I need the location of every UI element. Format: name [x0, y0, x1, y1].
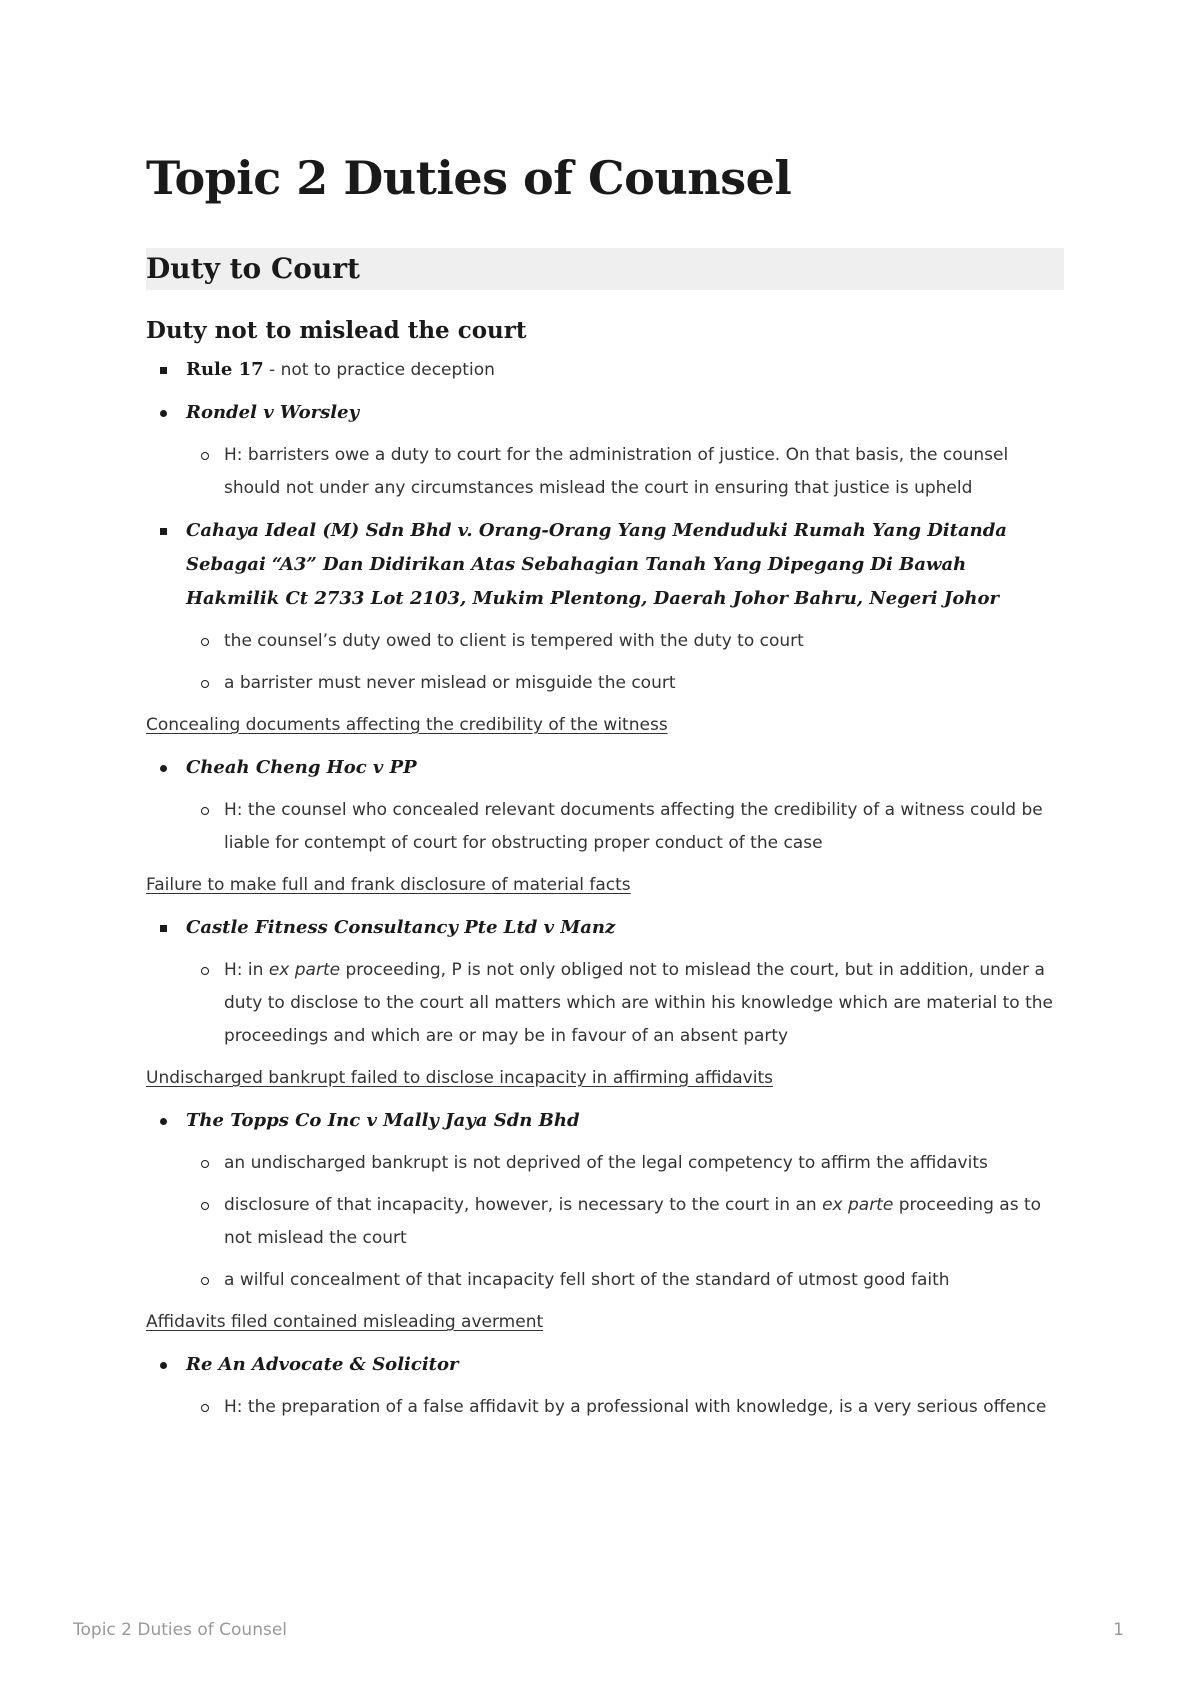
list-subitem-rondel-holding — [146, 439, 1064, 505]
holding-text — [224, 960, 1053, 1046]
list-item-cahaya — [146, 514, 1064, 616]
holding-text: H: the preparation of a false affidavit by a professional with knowledge, is a very serious offence — [224, 1397, 1047, 1417]
square-bullet-icon — [160, 528, 167, 535]
circle-bullet-icon — [201, 807, 209, 815]
document-title: Topic 2 Duties of Counsel — [146, 151, 792, 205]
point-text: the counsel’s duty owed to client is tempered with the duty to court — [224, 631, 804, 651]
list-item-rule17 — [146, 353, 1064, 387]
subheading-concealing-documents: Concealing documents affecting the credibility of the witness — [146, 715, 668, 735]
holding-text: H: the counsel who concealed relevant documents affecting the credibility of a witness could be liable for contempt of court for obstructing proper conduct of the case — [224, 800, 1043, 853]
document-page — [146, 150, 1064, 1424]
case-name: Castle Fitness Consultancy Pte Ltd v Manz — [186, 917, 616, 938]
circle-bullet-icon — [201, 967, 209, 975]
footer-title: Topic 2 Duties of Counsel — [73, 1620, 288, 1640]
circle-bullet-icon — [201, 1202, 209, 1210]
list-subitem-topps-2 — [146, 1189, 1064, 1255]
rule-label: Rule 17 — [186, 359, 264, 380]
case-name: Cahaya Ideal (M) Sdn Bhd v. Orang-Orang Yang Menduduki Rumah Yang Ditanda Sebagai “A3” Dan Didirikan Atas Sebahagian Tanah Yang Dipegang Di Bawah Hakmilik Ct 2733 Lot 2103, Mukim Plentong, Daerah Johor Bahru, Negeri Johor — [186, 520, 1007, 609]
list-item-cheah — [146, 751, 1064, 785]
list-subitem-topps-3 — [146, 1264, 1064, 1297]
holding-text: H: barristers owe a duty to court for the administration of justice. On that basis, the counsel should not under any circumstances mislead the court in ensuring that justice is upheld — [224, 445, 1009, 498]
list-subitem-topps-1 — [146, 1147, 1064, 1180]
circle-bullet-icon — [201, 680, 209, 688]
point-text: an undischarged bankrupt is not deprived of the legal competency to affirm the affidavits — [224, 1153, 988, 1173]
list-subitem-cheah-holding — [146, 794, 1064, 860]
square-bullet-icon — [160, 367, 167, 374]
circle-bullet-icon — [201, 1160, 209, 1168]
list-item-advocate — [146, 1348, 1064, 1382]
list-item-topps — [146, 1104, 1064, 1138]
case-list — [146, 353, 1064, 1424]
circle-bullet-icon — [201, 452, 209, 460]
subheading-affidavits-misleading: Affidavits filed contained misleading averment — [146, 1312, 544, 1332]
point-text — [224, 1195, 1041, 1248]
disc-bullet-icon — [160, 765, 167, 772]
list-item-castle — [146, 911, 1064, 945]
case-name: Rondel v Worsley — [186, 402, 360, 423]
subsection-heading-duty-not-to-mislead: Duty not to mislead the court — [146, 317, 527, 344]
holding-text-a: H: in — [224, 960, 269, 980]
disc-bullet-icon — [160, 1118, 167, 1125]
circle-bullet-icon — [201, 1277, 209, 1285]
case-name: Cheah Cheng Hoc v PP — [186, 757, 417, 778]
subheading-undischarged-bankrupt: Undischarged bankrupt failed to disclose incapacity in affirming affidavits — [146, 1068, 773, 1088]
list-subitem-castle-holding — [146, 954, 1064, 1053]
subheading-failure-disclosure: Failure to make full and frank disclosure of material facts — [146, 875, 631, 895]
list-subitem-advocate-holding — [146, 1391, 1064, 1424]
disc-bullet-icon — [160, 1362, 167, 1369]
case-name: The Topps Co Inc v Mally Jaya Sdn Bhd — [186, 1110, 580, 1131]
rule-text: - not to practice deception — [263, 360, 495, 380]
list-subitem-cahaya-2 — [146, 667, 1064, 700]
point-text-b: proceeding as to not mislead the court — [224, 1195, 1042, 1248]
point-text-italic: ex parte — [822, 1195, 894, 1215]
list-item-rondel — [146, 396, 1064, 430]
square-bullet-icon — [160, 925, 167, 932]
disc-bullet-icon — [160, 410, 167, 417]
circle-bullet-icon — [201, 638, 209, 646]
list-subitem-cahaya-1 — [146, 625, 1064, 658]
section-heading-duty-to-court: Duty to Court — [146, 248, 1064, 290]
holding-text-b: proceeding, P is not only obliged not to mislead the court, but in addition, under a duty to disclose to the court all matters which are within his knowledge which are material to the proceedings and which are or may be in favour of an absent party — [224, 960, 1054, 1046]
circle-bullet-icon — [201, 1404, 209, 1412]
case-name: Re An Advocate & Solicitor — [186, 1354, 459, 1375]
holding-text-italic: ex parte — [268, 960, 341, 980]
footer-page-number: 1 — [1113, 1620, 1124, 1640]
point-text: a wilful concealment of that incapacity fell short of the standard of utmost good faith — [224, 1270, 950, 1290]
point-text-a: disclosure of that incapacity, however, is necessary to the court in an — [224, 1195, 823, 1215]
point-text: a barrister must never mislead or misguide the court — [224, 673, 676, 693]
